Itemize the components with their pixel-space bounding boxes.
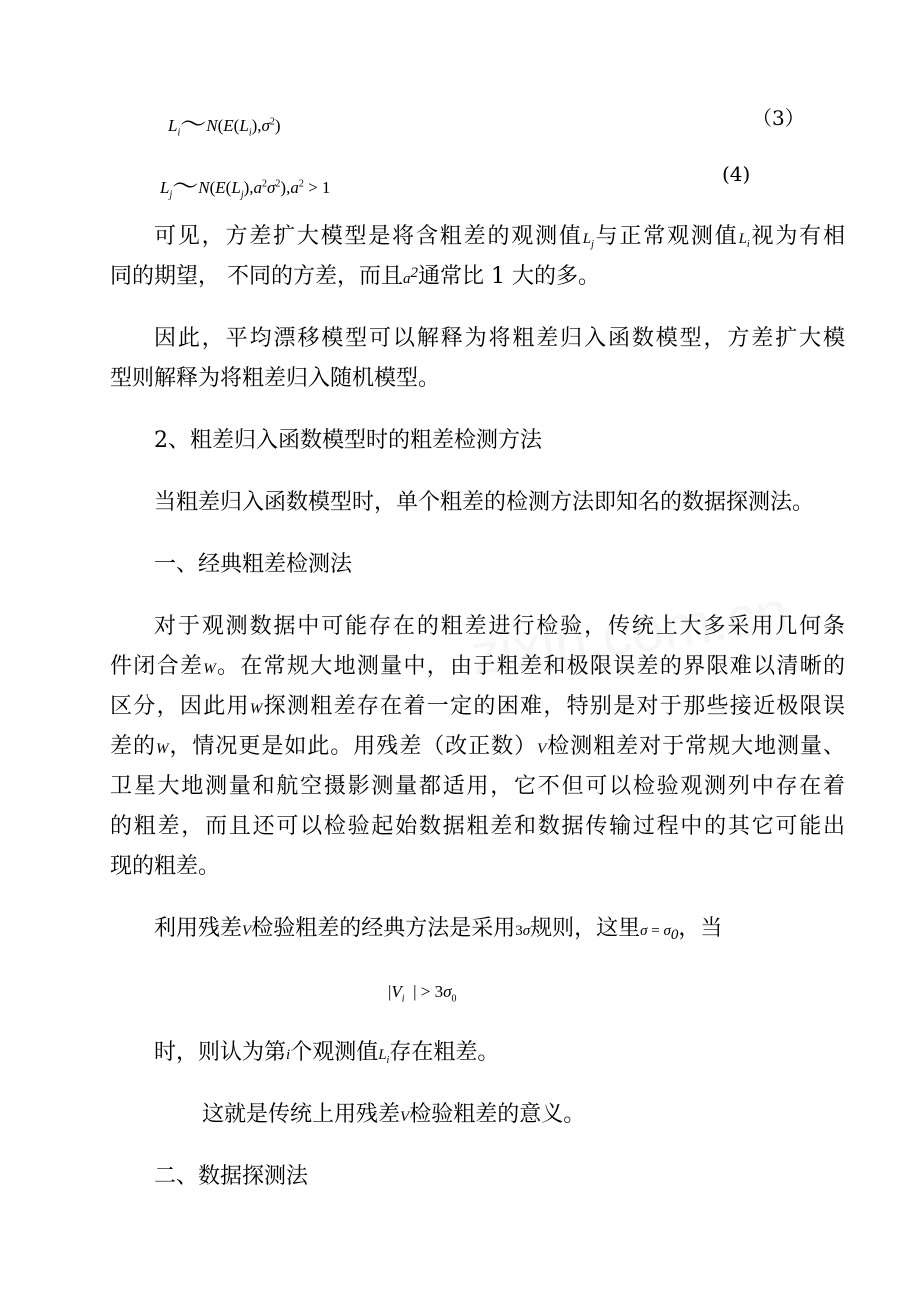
equation-3: $L_i\sim N(E(L_i),\sigma^2)$ — [168, 110, 281, 139]
paragraph-classic-line2: 件闭合差W。在常规大地测量中，由于粗差和极限误差的界限难以清晰的 — [110, 654, 845, 679]
paragraph-classic-line5: 卫星大地测量和航空摄影测量都适用，它不但可以检验观测列中存在着 — [110, 774, 845, 799]
paragraph-classic-line6: 的粗差，而且还可以检验起始数据粗差和数据传输过程中的其它可能出 — [110, 814, 845, 839]
paragraph-interpretation-line2: 型则解释为将粗差归入随机模型。 — [110, 366, 441, 391]
paragraph-classic-line3: 区分，因此用W探测粗差存在着一定的困难，特别是对于那些接近极限误 — [110, 694, 845, 719]
equation-4: $L_j\sim N(E(L_j),a^2\sigma^2),a^2 > 1$ — [160, 172, 331, 201]
heading-classic-detection: 一、经典粗差检测法 — [154, 552, 353, 577]
equation-3-number: （3） — [752, 106, 805, 130]
paragraph-variance-model-line2: 同的期望， 不同的方差，而且$a^2$通常比 1 大的多。 — [110, 264, 600, 289]
heading-data-snooping: 二、数据探测法 — [154, 1164, 309, 1189]
paragraph-data-snooping-intro: 当粗差归入函数模型时，单个粗差的检测方法即知名的数据探测法。 — [154, 490, 815, 515]
paragraph-gross-error-condition: 时，则认为第i个观测值$L_i$存在粗差。 — [154, 1040, 500, 1066]
paragraph-3sigma-rule: 利用残差V检验粗差的经典方法是采用3σ规则，这里$\sigma = \sigma_0$，当 — [154, 916, 723, 943]
paragraph-interpretation-line1: 因此，平均漂移模型可以解释为将粗差归入函数模型，方差扩大模 — [154, 326, 845, 351]
section-heading-2: 2、粗差归入函数模型时的粗差检测方法 — [154, 428, 542, 453]
paragraph-meaning: 这就是传统上用残差V检验粗差的意义。 — [202, 1102, 586, 1127]
paragraph-classic-line7: 现的粗差。 — [110, 854, 221, 879]
inequality-residual: $|V_i$ | > $3\sigma_0$ — [388, 982, 457, 1005]
paragraph-variance-model-line1: 可见，方差扩大模型是将含粗差的观测值$L_j$与正常观测值$L_i$视为有相 — [154, 224, 845, 250]
equation-4-number: (4) — [722, 162, 751, 186]
paragraph-classic-line4: 差的W，情况更是如此。用残差（改正数）V检测粗差对于常规大地测量、 — [110, 734, 845, 759]
paragraph-classic-line1: 对于观测数据中可能存在的粗差进行检验，传统上大多采用几何条 — [154, 614, 845, 639]
